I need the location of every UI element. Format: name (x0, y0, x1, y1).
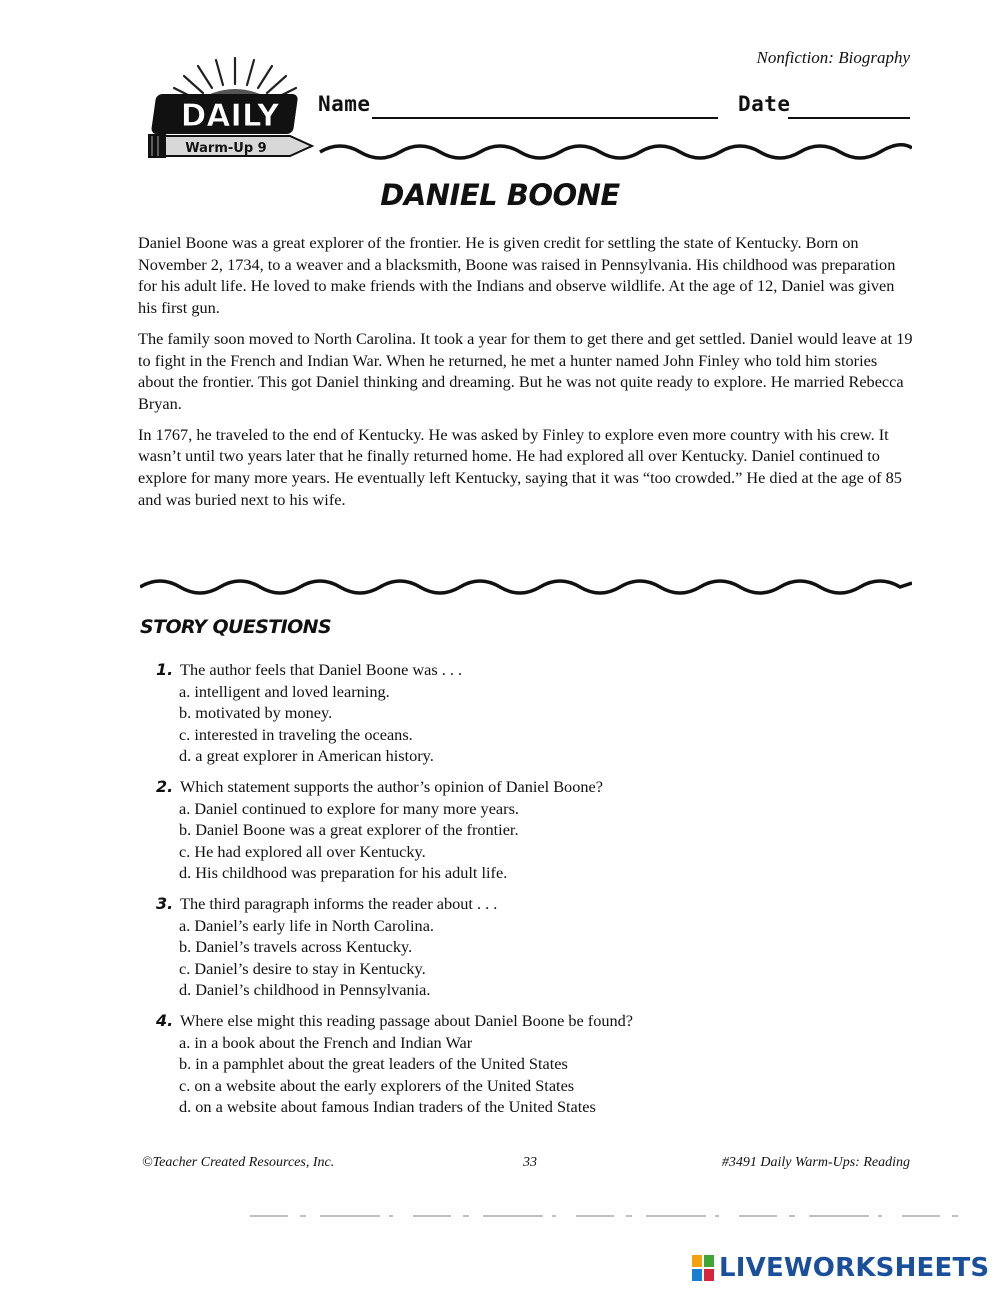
liveworksheets-wordmark: LIVEWORKSHEETS (719, 1253, 990, 1283)
page-title: DANIEL BOONE (380, 178, 620, 212)
questions-list (156, 659, 896, 1127)
answer-option[interactable]: b. Daniel’s travels across Kentucky. (179, 937, 413, 957)
answer-option[interactable]: b. Daniel Boone was a great explorer of the frontier. (179, 820, 519, 840)
answer-option[interactable]: d. a great explorer in American history. (179, 746, 434, 766)
header-wave-divider (140, 138, 912, 162)
question-3 (156, 893, 896, 1001)
category-label: Nonfiction: Biography (756, 48, 910, 67)
question-text: Which statement supports the author’s opinion of Daniel Boone? (180, 776, 603, 796)
scan-artifact-line (250, 1214, 970, 1218)
name-field[interactable] (372, 117, 718, 119)
answer-option[interactable]: b. motivated by money. (179, 703, 333, 723)
logo-word: DAILY (180, 98, 280, 134)
passage-paragraph-1: Daniel Boone was a great explorer of the frontier. He is given credit for settling the state of Kentucky. Born on November 2, 1734, to a weaver and a blacksmith, Boone was raised in Pennsylvania. His childhood was preparation for his adult life. He loved to make friends with the Indians and observe wildlife. At the age of 12, Daniel was given his first gun. (138, 233, 896, 318)
question-2 (156, 776, 896, 884)
book-reference: #3491 Daily Warm-Ups: Reading (721, 1155, 910, 1170)
name-label: Name (318, 92, 371, 116)
reading-passage (138, 232, 913, 519)
story-questions-heading: STORY QUESTIONS (140, 616, 332, 638)
logo-subtitle: Warm-Up 9 (185, 141, 267, 156)
date-field[interactable] (788, 117, 910, 119)
page-number: 33 (523, 1155, 537, 1170)
answer-option[interactable]: c. He had explored all over Kentucky. (179, 841, 426, 861)
question-number: 3. (156, 893, 174, 913)
question-4 (156, 1010, 896, 1118)
answer-option[interactable]: c. on a website about the early explorers of the United States (179, 1075, 575, 1095)
question-text: Where else might this reading passage about Daniel Boone be found? (180, 1010, 634, 1030)
question-1 (156, 659, 896, 767)
answer-option[interactable]: a. in a book about the French and Indian War (179, 1032, 473, 1052)
liveworksheets-logo (692, 1253, 989, 1283)
publisher-credit: ©Teacher Created Resources, Inc. (142, 1155, 335, 1170)
section-wave-divider (140, 575, 912, 599)
answer-option[interactable]: a. Daniel continued to explore for many more years. (179, 798, 519, 818)
answer-option[interactable]: b. in a pamphlet about the great leaders of the United States (179, 1054, 568, 1074)
answer-option[interactable]: d. His childhood was preparation for his adult life. (179, 863, 508, 883)
answer-option[interactable]: c. interested in traveling the oceans. (179, 724, 413, 744)
question-number: 1. (156, 660, 174, 679)
question-text: The third paragraph informs the reader about . . . (180, 893, 498, 913)
answer-option[interactable]: a. intelligent and loved learning. (179, 681, 390, 701)
answer-option[interactable]: d. Daniel’s childhood in Pennsylvania. (179, 980, 431, 1000)
date-label: Date (738, 92, 791, 116)
answer-option[interactable]: d. on a website about famous Indian traders of the United States (179, 1097, 596, 1117)
answer-option[interactable]: a. Daniel’s early life in North Carolina. (179, 915, 434, 935)
question-number: 4. (156, 1010, 174, 1030)
liveworksheets-icon (692, 1255, 714, 1281)
question-text: The author feels that Daniel Boone was . . . (180, 660, 463, 679)
answer-option[interactable]: c. Daniel’s desire to stay in Kentucky. (179, 958, 426, 978)
passage-paragraph-3: In 1767, he traveled to the end of Kentucky. He was asked by Finley to explore even more country with his crew. It wasn’t until two years later that he finally returned home. He had explored all over Kentucky. Daniel continued to explore for many more years. He eventually left Kentucky, saying that it was “too crowded.” He died at the age of 85 and was buried next to his wife. (138, 424, 902, 509)
question-number: 2. (156, 776, 174, 796)
passage-paragraph-2: The family soon moved to North Carolina. It took a year for them to get there and get settled. Daniel would leave at 19 to fight in the French and Indian War. When he returned, he met a hunter named John Finley who told him stories about the frontier. This got Daniel thinking and dreaming. But he was not quite ready to explore. He married Rebecca Bryan. (138, 328, 913, 413)
